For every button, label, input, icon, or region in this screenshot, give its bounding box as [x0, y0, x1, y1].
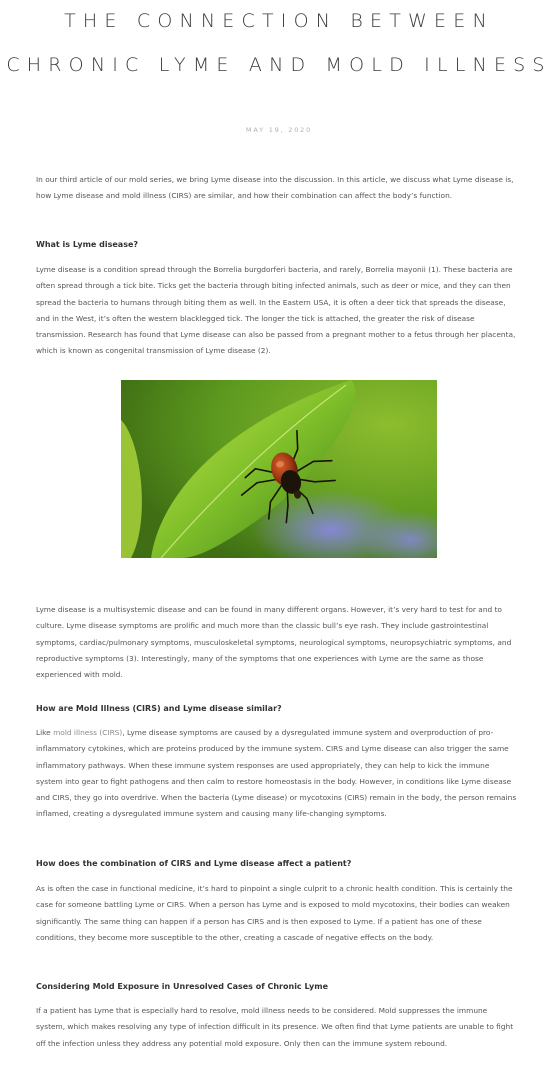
section-mold-exposure-body [36, 1003, 518, 1052]
tick-on-leaf-photo [121, 380, 437, 558]
section-heading: What is Lyme disease? [36, 240, 139, 249]
section-paragraph [36, 725, 518, 823]
tick-photo-illustration [121, 380, 437, 558]
section-heading: Considering Mold Exposure in Unresolved Cases of Chronic Lyme [36, 982, 328, 991]
section-mold-exposure [36, 982, 518, 991]
intro-block [36, 172, 518, 205]
paragraph-text: , Lyme disease symptoms are caused by a dysregulated immune system and overproduction of pro-inflammatory cytokines, which are proteins produced by the immune system. CIRS and Lyme disease can also trigger the same inflammatory pathways. When these immune system responses are used appropriately, they can help to kick the immune system into gear to fight pathogens and then calm to restore homeostasis in the body. However, in conditions like Lyme disease and CIRS, they go into overdrive. When the bacteria (Lyme disease) or mycotoxins (CIRS) remain in the body, the person remains inflamed, creating a dysregulated immune system and causing many life-changing symptoms. [36, 728, 517, 819]
section-combination [36, 859, 518, 868]
article-date: MAY 19, 2020 [245, 126, 313, 134]
section-paragraph: Lyme disease is a condition spread through the Borrelia burgdorferi bacteria, and rarely, Borrelia mayonii (1). These bacteria are often spread through a tick bite. Ticks get the bacteria through biting infected animals, such as deer or mice, and they can then spread the bacteria to humans through biting them as well. In the Eastern USA, it is often a deer tick that spreads the disease, and in the West, it’s often the western blacklegged tick. The longer the tick is attached, the greater the risk of disease transmission. Research has found that Lyme disease can also be passed from a pregnant mother to a fetus through her placenta, which is known as congenital transmission of Lyme disease (2). [36, 265, 516, 356]
article-title-line-2: CHRONIC LYME AND MOLD ILLNESS [6, 54, 552, 76]
paragraph-prefix: Like [36, 728, 54, 737]
section-combination-body [36, 881, 518, 946]
section-similarity-body [36, 725, 518, 823]
mold-illness-link[interactable]: mold illness (CIRS) [53, 728, 123, 737]
section-similarity [36, 704, 518, 713]
section-heading: How are Mold Illness (CIRS) and Lyme disease similar? [36, 704, 282, 713]
section-paragraph: As is often the case in functional medicine, it’s hard to pinpoint a single culprit to a chronic health condition. This is certainly the case for someone battling Lyme or CIRS. When a person has Lyme and is exposed to mold mycotoxins, their bodies can weaken significantly. The same thing can happen if a person has CIRS and is then exposed to Lyme. If a patient has one of these conditions, they become more susceptible to the other, creating a cascade of negative effects on the body. [36, 884, 513, 942]
section-what-is-lyme [36, 240, 518, 249]
intro-paragraph: In our third article of our mold series, we bring Lyme disease into the discussion. In this article, we discuss what Lyme disease is, how Lyme disease and mold illness (CIRS) are similar, and how their combination can affect the body’s function. [36, 175, 514, 201]
section-paragraph: If a patient has Lyme that is especially hard to resolve, mold illness needs to be considered. Mold suppresses the immune system, which makes resolving any type of infection difficult in its presence. We often find that Lyme patients are unable to fight off the infection unless they address any potential mold exposure. Only then can the immune system rebound. [36, 1006, 514, 1048]
section-what-is-lyme-body [36, 262, 518, 360]
article-title-line-1: THE CONNECTION BETWEEN [64, 10, 494, 32]
section-paragraph: Lyme disease is a multisystemic disease and can be found in many different organs. However, it’s very hard to test for and to culture. Lyme disease symptoms are prolific and much more than the classic bull’s eye rash. They include gastrointestinal symptoms, cardiac/pulmonary symptoms, musculoskeletal symptoms, neurological symptoms, neuropsychiatric symptoms, and reproductive symptoms (3). Interestingly, many of the symptoms that one experiences with Lyme are the same as those experienced with mold. [36, 605, 512, 680]
section-what-is-lyme-body-2 [36, 602, 518, 683]
article-title [0, 0, 558, 87]
section-heading: How does the combination of CIRS and Lyme disease affect a patient? [36, 859, 352, 868]
